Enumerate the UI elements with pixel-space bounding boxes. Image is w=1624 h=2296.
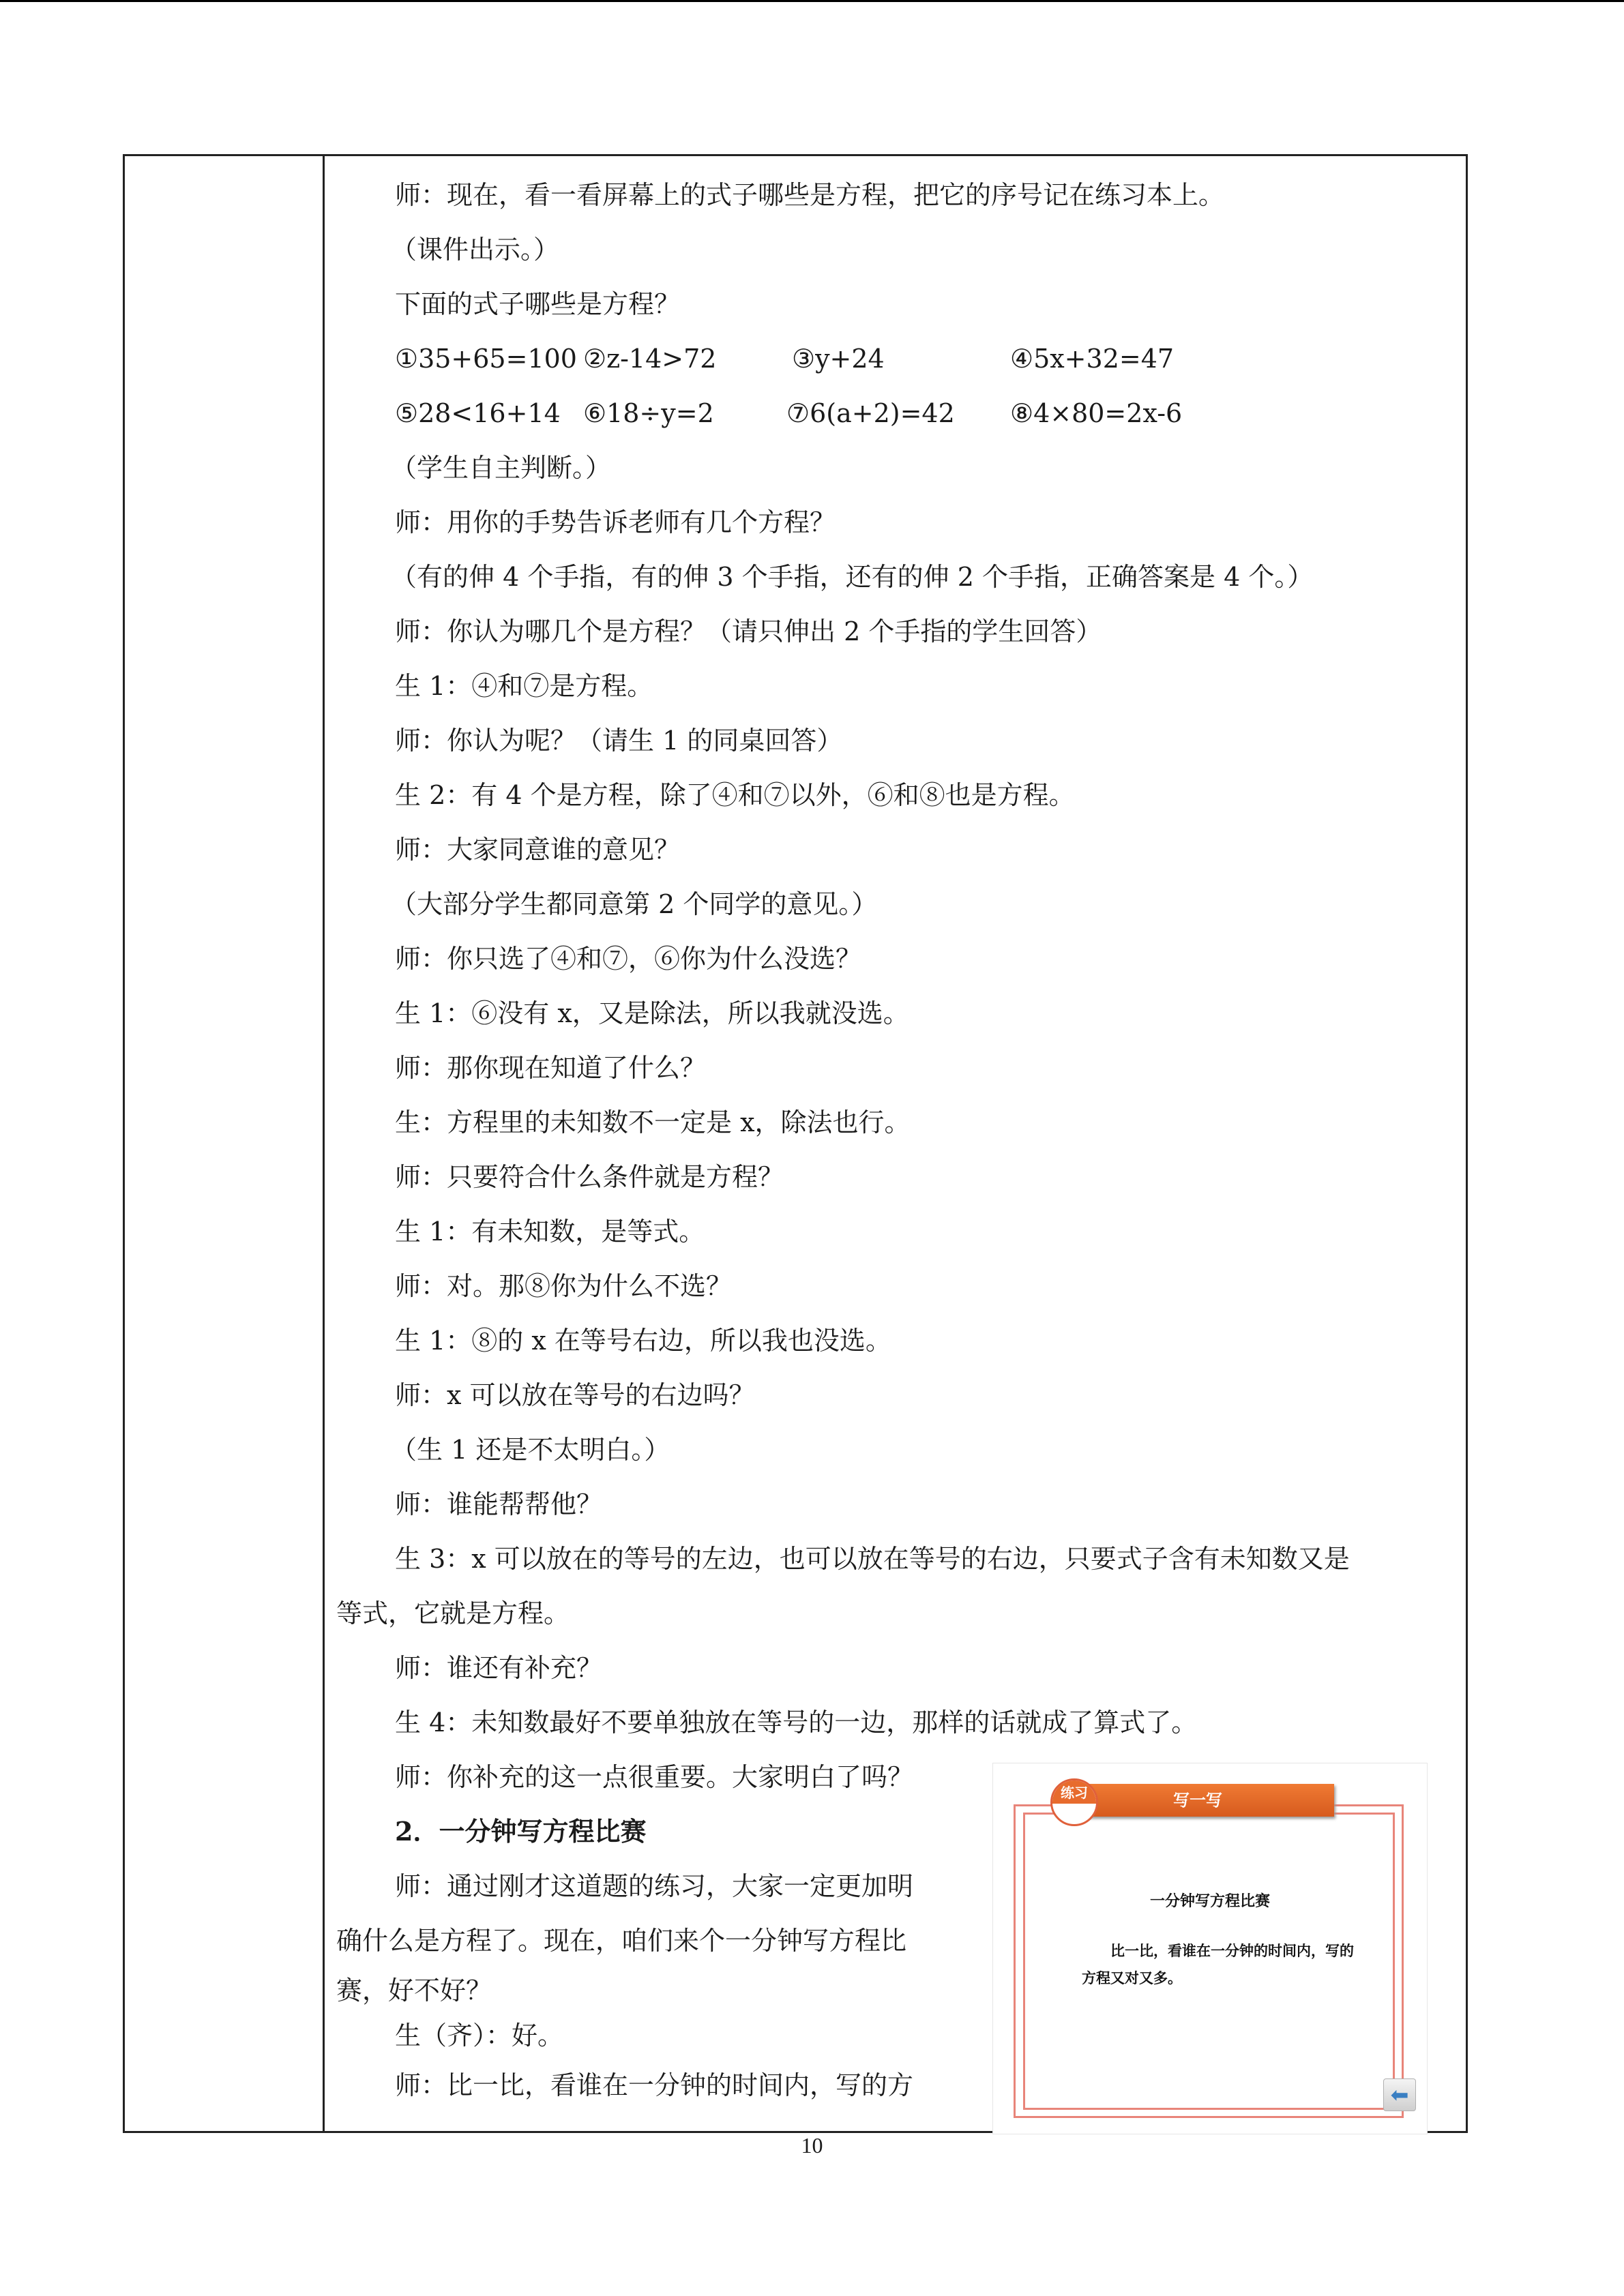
text-line: 师：谁还有补充？ [395, 1653, 603, 1683]
equation-item: ②z-14>72 [583, 344, 717, 374]
text-line: 生 1：有未知数，是等式。 [395, 1217, 705, 1247]
text-line: 师：谁能帮帮他？ [395, 1489, 603, 1519]
equation-item: ⑤28<16+14 [395, 398, 561, 428]
equation-item: ④5x+32=47 [1010, 344, 1175, 374]
text-line: （学生自主判断。） [391, 453, 612, 483]
text-line: 师：你补充的这一点很重要。大家明白了吗？ [395, 1762, 914, 1792]
text-line: 生 1：⑧的 x 在等号右边，所以我也没选。 [395, 1326, 891, 1356]
text-line: 生 4：未知数最好不要单独放在等号的一边，那样的话就成了算式了。 [395, 1708, 1198, 1738]
text-line: 生 2：有 4 个是方程，除了④和⑦以外，⑥和⑧也是方程。 [395, 780, 1075, 810]
text-line: 师：比一比，看谁在一分钟的时间内，写的方 [395, 2070, 914, 2100]
slide-header-bar: 写一写 [1061, 1784, 1334, 1817]
page-number: 10 [801, 2133, 823, 2158]
section-heading: 2．一分钟写方程比赛 [395, 1816, 647, 1847]
equation-row-1 [336, 331, 1462, 386]
text-line: 生 1：④和⑦是方程。 [395, 671, 653, 701]
text-line: 师：现在，看一看屏幕上的式子哪些是方程，把它的序号记在练习本上。 [395, 180, 1225, 210]
text-line: 师：你只选了④和⑦，⑥你为什么没选？ [395, 944, 862, 974]
text-line: （生 1 还是不太明白。） [391, 1435, 670, 1465]
text-line: 师：你认为呢？（请生 1 的同桌回答） [395, 726, 843, 756]
text-line: 生（齐）：好。 [395, 2021, 564, 2051]
text-line: 师：那你现在知道了什么？ [395, 1053, 707, 1083]
text-line: 师：你认为哪几个是方程？（请只伸出 2 个手指的学生回答） [395, 616, 1102, 646]
text-line: 师：x 可以放在等号的右边吗？ [395, 1380, 755, 1410]
text-line: 等式，它就是方程。 [336, 1598, 570, 1628]
table-column-divider [323, 156, 325, 2131]
text-line: 确什么是方程了。现在，咱们来个一分钟写方程比 [336, 1926, 907, 1956]
equation-row-2 [336, 386, 1462, 441]
text-line: 师：通过刚才这道题的练习，大家一定更加明 [395, 1871, 914, 1901]
slide-badge-label: 练习 [1052, 1780, 1096, 1804]
equation-item: ⑧4×80=2x-6 [1010, 398, 1183, 428]
slide-body: 比一比，看谁在一分钟的时间内，写的方程又对又多。 [1082, 1943, 1354, 1986]
text-line: （大部分学生都同意第 2 个同学的意见。） [391, 889, 878, 919]
page-top-rule [0, 0, 1624, 2]
text-line: 师：大家同意谁的意见？ [395, 835, 681, 865]
text-line: 师：用你的手势告诉老师有几个方程？ [395, 507, 836, 537]
text-line: 下面的式子哪些是方程？ [395, 289, 681, 319]
text-line: 赛，好不好？ [336, 1976, 492, 2006]
text-line: 生 1：⑥没有 x，又是除法，所以我就没选。 [395, 998, 909, 1028]
slide-title: 一分钟写方程比赛 [1149, 1893, 1270, 1910]
back-arrow-icon[interactable]: ⬅ [1383, 2078, 1416, 2111]
text-line: 生：方程里的未知数不一定是 x，除法也行。 [395, 1107, 911, 1137]
courseware-slide [993, 1763, 1427, 2134]
text-line: 生 3：x 可以放在的等号的左边，也可以放在等号的右边，只要式子含有未知数又是 [395, 1544, 1350, 1574]
equation-item: ③y+24 [792, 344, 885, 374]
equation-item: ⑦6(a+2)=42 [786, 398, 955, 428]
text-line: 师：只要符合什么条件就是方程？ [395, 1162, 784, 1192]
equation-item: ①35+65=100 [395, 344, 577, 374]
equation-item: ⑥18÷y=2 [583, 398, 714, 428]
text-line: 师：对。那⑧你为什么不选？ [395, 1271, 733, 1301]
text-line: （有的伸 4 个手指，有的伸 3 个手指，还有的伸 2 个手指，正确答案是 4 个。） [391, 562, 1314, 592]
text-line: （课件出示。） [391, 235, 560, 265]
